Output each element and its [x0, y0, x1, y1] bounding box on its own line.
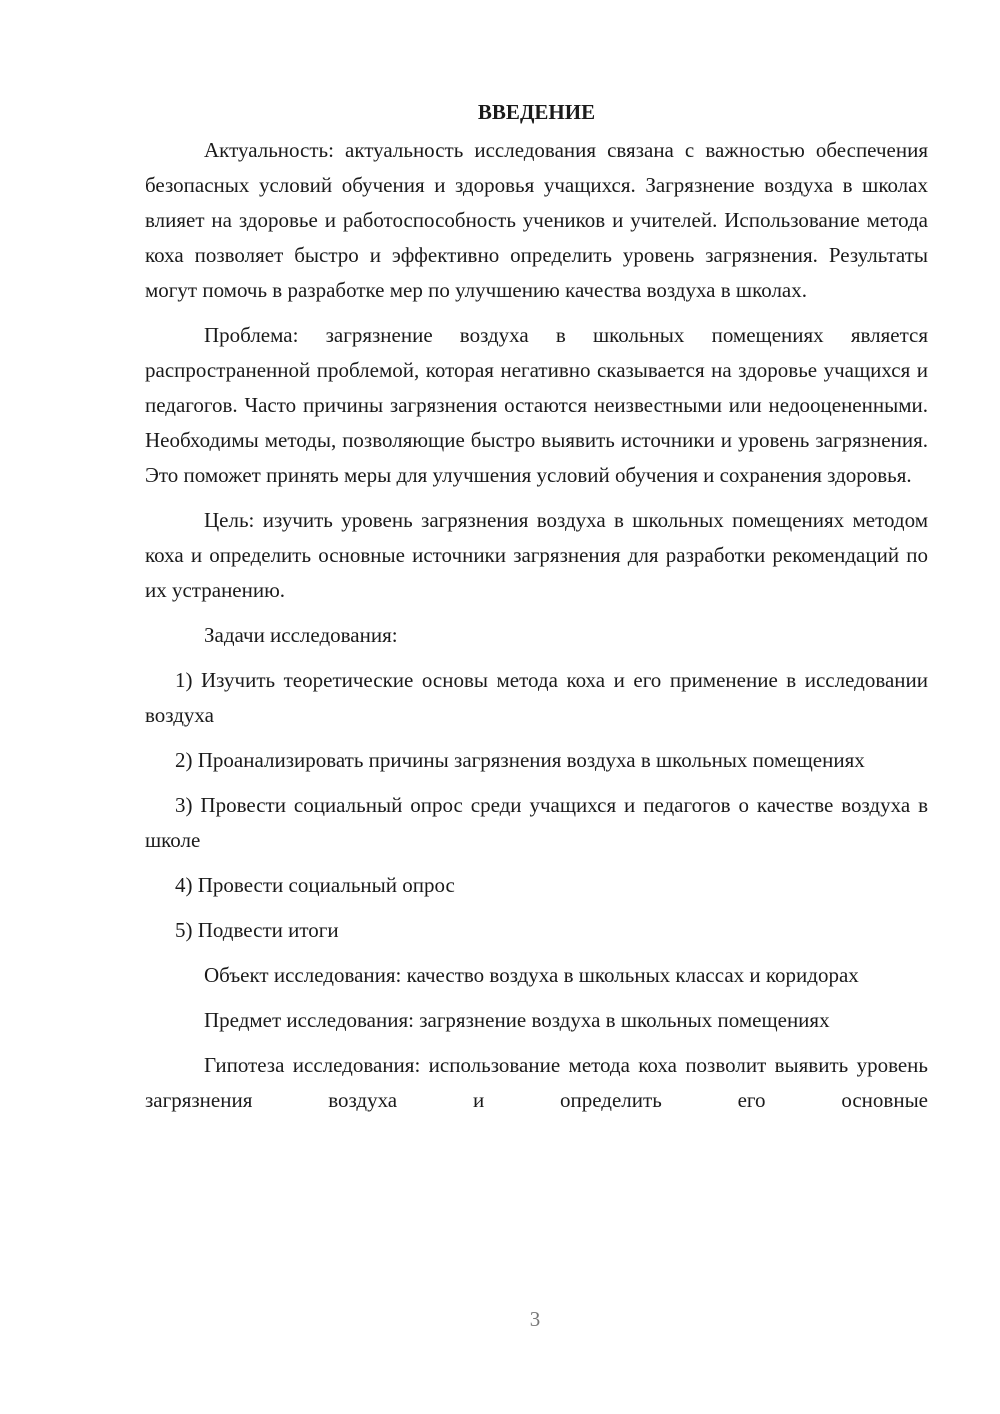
page-number: 3 [529, 1307, 541, 1331]
document-page [145, 95, 928, 1128]
task-item-4: 4) Провести социальный опрос [175, 873, 455, 897]
section-heading: ВВЕДЕНИЕ [477, 100, 596, 124]
subject-paragraph: Предмет исследования: загрязнение воздуха в школьных помещениях [204, 1008, 830, 1032]
task-item-2: 2) Проанализировать причины загрязнения воздуха в школьных помещениях [175, 748, 865, 772]
object-paragraph: Объект исследования: качество воздуха в школьных классах и коридорах [204, 963, 859, 987]
task-item-1: 1) Изучить теоретические основы метода коха и его применение в исследовании воздуха [145, 668, 928, 727]
problem-paragraph: Проблема: загрязнение воздуха в школьных помещениях является распространенной проблемой, которая негативно сказывается на здоровье учащихся и педагогов. Часто причины загрязнения остаются неизвестными или недооцененными. Необходимы методы, позволяющие быстро выявить источники и уровень загрязнения. Это поможет принять меры для улучшения условий обучения и сохранения здоровья. [145, 323, 928, 487]
relevance-paragraph: Актуальность: актуальность исследования связана с важностью обеспечения безопасных условий обучения и здоровья учащихся. Загрязнение воздуха в школах влияет на здоровье и работоспособность учеников и учителей. Использование метода коха позволяет быстро и эффективно определить уровень загрязнения. Результаты могут помочь в разработке мер по улучшению качества воздуха в школах. [145, 138, 928, 302]
hypothesis-paragraph: Гипотеза исследования: использование метода коха позволит выявить уровень загрязнения воздуха и определить его основные [145, 1053, 928, 1112]
task-item-3: 3) Провести социальный опрос среди учащихся и педагогов о качестве воздуха в школе [145, 793, 928, 852]
task-item-5: 5) Подвести итоги [175, 918, 339, 942]
tasks-title: Задачи исследования: [204, 623, 398, 647]
goal-paragraph: Цель: изучить уровень загрязнения воздуха в школьных помещениях методом коха и определить основные источники загрязнения для разработки рекомендаций по их устранению. [145, 508, 928, 602]
